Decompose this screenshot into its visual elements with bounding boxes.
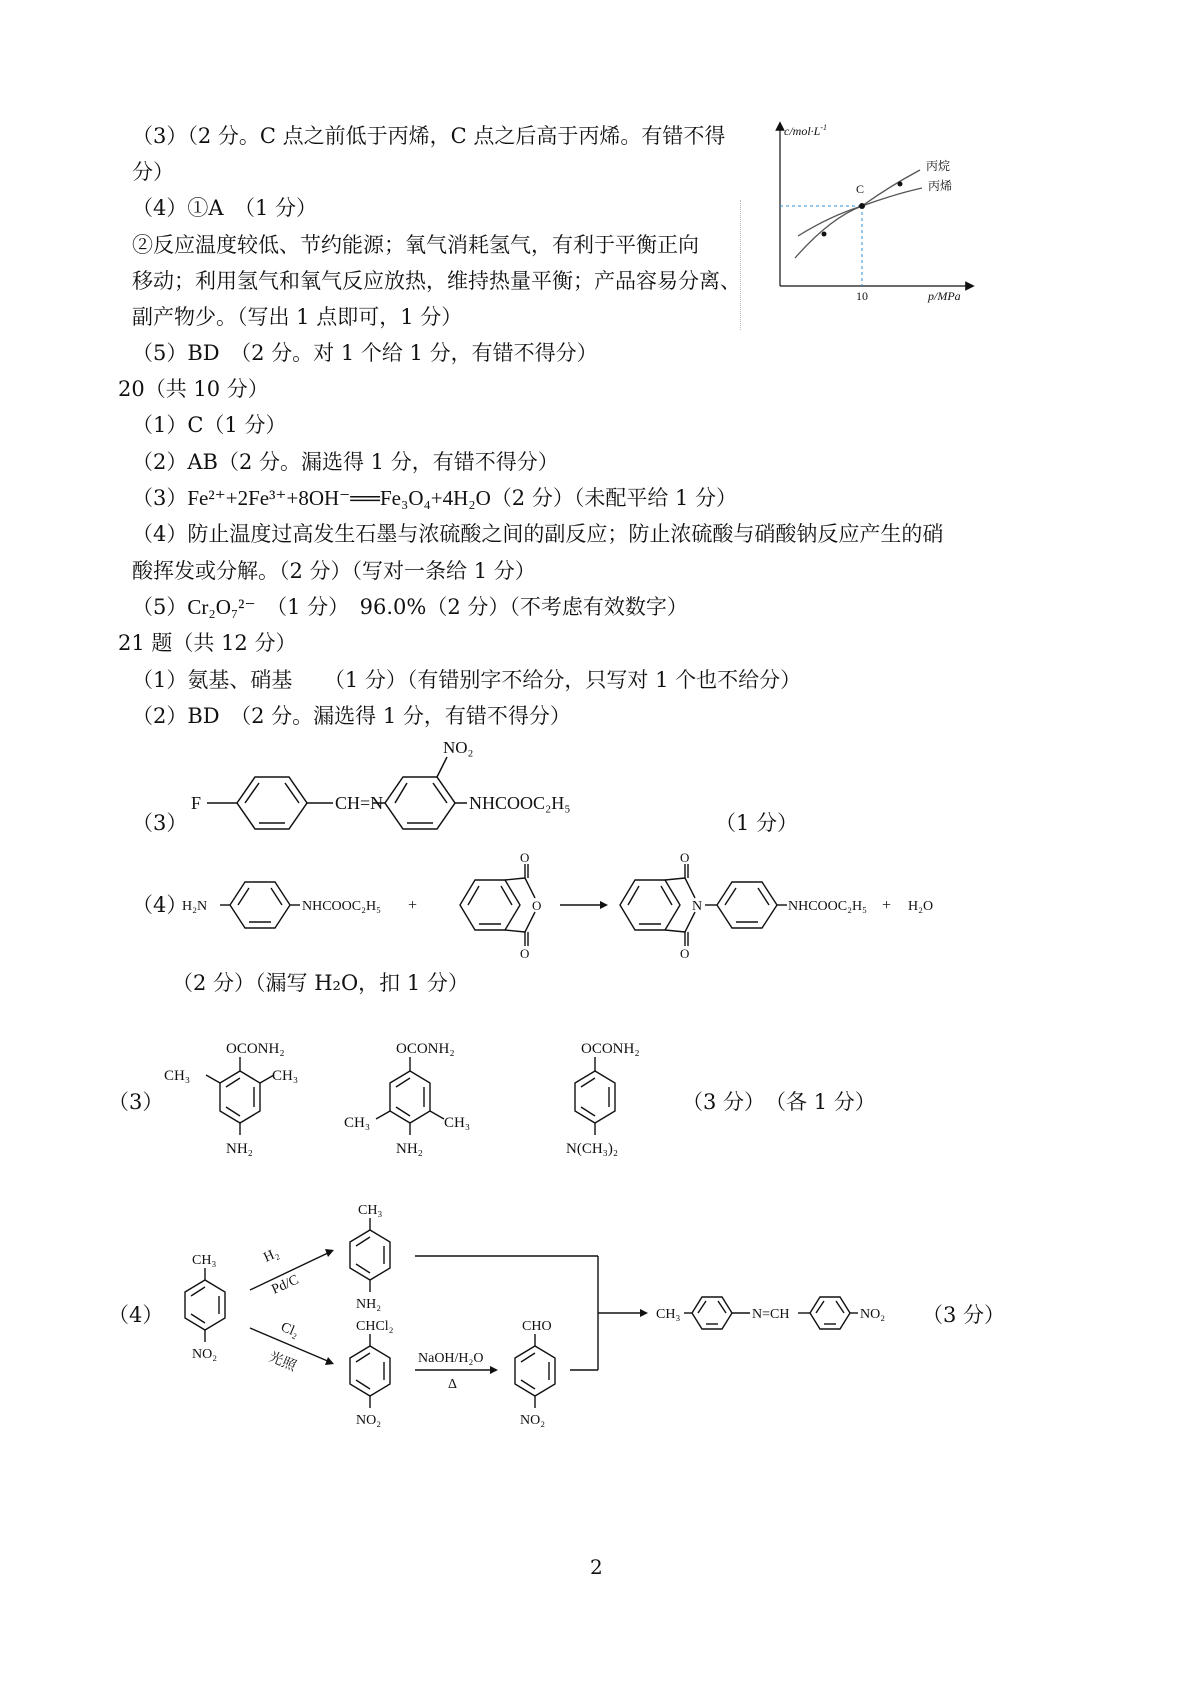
structure-imine xyxy=(185,735,605,845)
product-imine: N=CH xyxy=(752,1307,790,1322)
iso1-ch3-left: CH₃ xyxy=(164,1068,191,1084)
y-axis-label: $c/mol\cdot L^{-1}$ xyxy=(784,123,828,138)
iso2-ch3-right: CH₃ xyxy=(444,1115,471,1131)
q19-line-4c: 移动；利用氢气和氧气反应放热，维持热量平衡；产品容易分离、 xyxy=(132,269,741,293)
toluidine-nh2: NH₂ xyxy=(356,1297,382,1312)
carbamate-label-1: NHCOOC₂H₅ xyxy=(302,899,381,914)
q20-line-2: （2）AB（2 分。漏选得 1 分，有错不得分） xyxy=(132,450,559,474)
iso3-ocon: OCONH₂ xyxy=(581,1041,640,1057)
oxo-top-2: O xyxy=(680,850,690,865)
oxo-top-1: O xyxy=(520,850,530,865)
x-axis-label: p/MPa xyxy=(928,289,961,303)
start-no2: NO₂ xyxy=(192,1347,218,1362)
q20-line-3-num: （3） xyxy=(132,486,188,510)
reagent-pdc: Pd/C xyxy=(269,1272,302,1298)
reagent-heat: Δ xyxy=(448,1377,458,1392)
q20-equation: Fe²⁺+2Fe³⁺+8OH⁻══Fe₃O₄+4H₂O xyxy=(187,486,491,510)
q19-line-4: （4）①A （1 分） xyxy=(132,196,318,220)
q21-s3-label: （3） xyxy=(132,811,188,835)
iso1-nh2: NH₂ xyxy=(226,1141,253,1157)
q21-s6-score: （3 分） xyxy=(922,1303,1006,1327)
aldehyde-cho: CHO xyxy=(522,1319,552,1334)
plus-2: + xyxy=(882,897,892,914)
benzal-no2: NO₂ xyxy=(356,1413,382,1428)
q19-line-3: （3）（2 分。C 点之前低于丙烯，C 点之后高于丙烯。有错不得 xyxy=(132,124,726,148)
q21-line-2: （2）BD （2 分。漏选得 1 分，有错不得分） xyxy=(132,704,571,728)
q20-line-5-num: （5） xyxy=(132,595,188,619)
q19-line-5: （5）BD （2 分。对 1 个给 1 分，有错不得分） xyxy=(132,341,598,365)
q20-line-1: （1）C（1 分） xyxy=(132,413,287,437)
q21-s3-score: （1 分） xyxy=(715,811,799,835)
aldehyde-no2: NO₂ xyxy=(520,1413,546,1428)
q20-line-3-score: （2 分）（未配平给 1 分） xyxy=(490,486,738,510)
product-ch3: CH₃ xyxy=(656,1307,681,1322)
page-number: 2 xyxy=(590,1555,603,1579)
q21-title: 21 题（共 12 分） xyxy=(118,631,297,655)
q21-s5-label: （3） xyxy=(108,1090,164,1114)
reagent-naoh: NaOH/H₂O xyxy=(418,1351,484,1366)
water-label: H₂O xyxy=(908,899,934,914)
q21-s5-score: （3 分） （各 1 分） xyxy=(682,1090,876,1114)
start-ch3: CH₃ xyxy=(192,1253,217,1268)
q19-line-3b: 分） xyxy=(132,160,174,184)
x-tick-10: 10 xyxy=(856,289,868,303)
synthesis-route xyxy=(170,1200,920,1430)
q20-line-4a: （4）防止温度过高发生石墨与浓硫酸之间的副反应；防止浓硫酸与硝酸钠反应产生的硝 xyxy=(132,522,944,546)
iso2-ocon: OCONH₂ xyxy=(396,1041,455,1057)
point-low xyxy=(822,232,827,237)
reaction-phthalimide xyxy=(180,850,980,960)
point-c-label: C xyxy=(856,182,865,196)
nitro-label: NO₂ xyxy=(443,738,474,757)
q19-line-4b: ②反应温度较低、节约能源；氧气消耗氢气，有利于平衡正向 xyxy=(132,233,699,257)
amine-label: H₂N xyxy=(182,899,208,914)
reagent-cl2: Cl₂ xyxy=(278,1319,301,1341)
q20-line-5 xyxy=(132,592,688,622)
propene-label: 丙烯 xyxy=(928,179,953,193)
propane-label: 丙烷 xyxy=(926,159,951,173)
reagent-light: 光照 xyxy=(266,1349,299,1375)
q21-line-1: （1）氨基、硝基 （1 分）（有错别字不给分，只写对 1 个也不给分） xyxy=(132,668,802,692)
fluoro-label: F xyxy=(191,793,202,813)
product-no2: NO₂ xyxy=(860,1307,886,1322)
plus-1: + xyxy=(408,897,418,914)
iso1-ch3-right: CH₃ xyxy=(272,1068,299,1084)
q20-line-3 xyxy=(132,483,737,513)
carbamate-label-2: NHCOOC₂H₅ xyxy=(788,899,867,914)
q19-line-4d: 副产物少。（写出 1 点即可，1 分） xyxy=(132,305,463,329)
q21-s4-label: （4） xyxy=(132,893,188,917)
point-high xyxy=(898,182,903,187)
iso2-nh2: NH₂ xyxy=(396,1141,423,1157)
toluidine-ch3: CH₃ xyxy=(358,1203,383,1218)
oxo-bottom-1: O xyxy=(520,946,530,960)
q20-line-5-score: （1 分） 96.0%（2 分）（不考虑有效数字） xyxy=(255,595,688,619)
imine-label: CH=N xyxy=(335,793,384,813)
dichromate-ion: Cr₂O₇²⁻ xyxy=(187,595,256,619)
iso2-ch3-left: CH₃ xyxy=(344,1115,371,1131)
q20-title: 20（共 10 分） xyxy=(118,377,269,401)
ring-oxygen: O xyxy=(532,898,542,913)
reagent-h2: H₂ xyxy=(261,1245,282,1266)
pressure-concentration-graph xyxy=(770,118,990,308)
imide-nitrogen: N xyxy=(692,899,703,914)
oxo-bottom-2: O xyxy=(680,946,690,960)
iso1-ocon: OCONH₂ xyxy=(226,1041,285,1057)
benzal-chcl2: CHCl₂ xyxy=(356,1319,394,1334)
isomer-structures xyxy=(160,1035,680,1170)
q21-s6-label: （4） xyxy=(108,1303,164,1327)
q21-s4-score: （2 分）（漏写 H₂O，扣 1 分） xyxy=(172,971,469,995)
q20-line-4b: 酸挥发或分解。（2 分）（写对一条给 1 分） xyxy=(132,559,536,583)
carbamate-label: NHCOOC₂H₅ xyxy=(469,793,571,813)
point-c xyxy=(859,203,865,209)
iso3-nme2: N(CH₃)₂ xyxy=(566,1141,619,1157)
